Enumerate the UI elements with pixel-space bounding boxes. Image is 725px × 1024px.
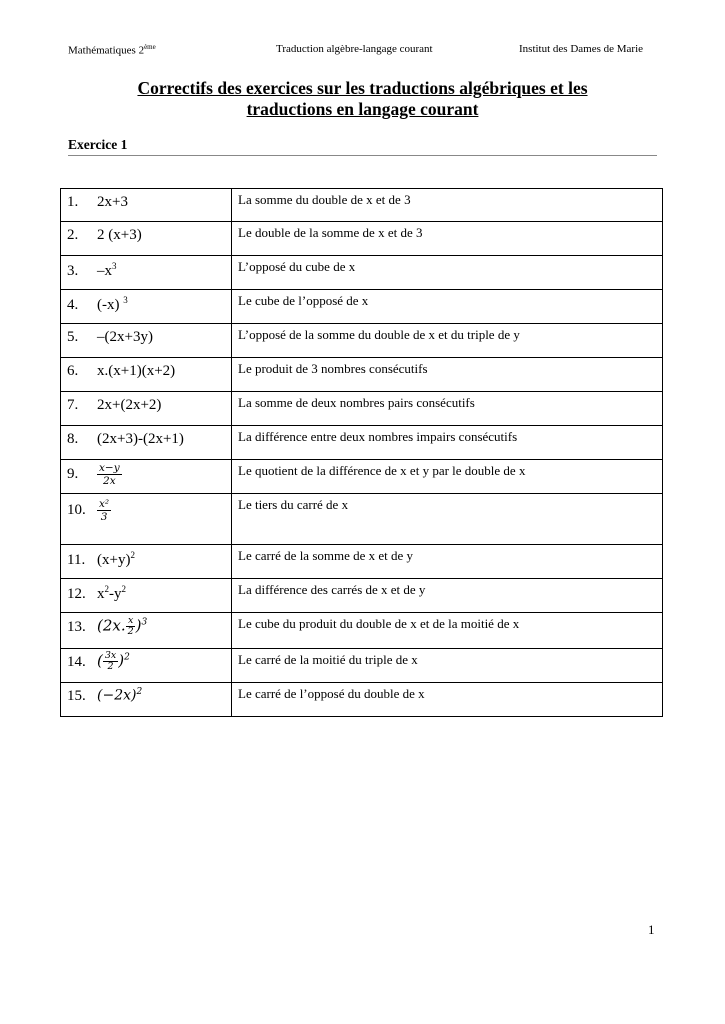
table-row <box>61 392 663 426</box>
page-title: Correctifs des exercices sur les traductions algébriques et les traductions en langage courant <box>137 78 588 119</box>
algebraic-expression: $(x+y)^2$ <box>97 550 135 568</box>
row-number: 12. <box>67 586 86 602</box>
verbal-translation: Le tiers du carré de x <box>232 494 663 545</box>
algebraic-expression: –(2x+3y) <box>97 329 153 345</box>
row-number: 3. <box>67 263 79 279</box>
verbal-translation: Le carré de la moitié du triple de x <box>232 649 663 683</box>
row-number: 8. <box>67 431 79 447</box>
verbal-translation: Le cube de l’opposé de x <box>232 290 663 324</box>
table-row <box>61 256 663 290</box>
algebraic-expression: $x^2-y^2$ <box>97 584 126 602</box>
header-subject: Mathématiques 2ème <box>68 43 156 57</box>
verbal-translation: La somme de deux nombres pairs consécutifs <box>232 392 663 426</box>
algebraic-expression: 2x+3 <box>97 194 128 210</box>
fraction: $\frac{x-y}{2x}$ <box>99 462 120 487</box>
verbal-translation: Le cube du produit du double de x et de la moitié de x <box>232 613 663 649</box>
translation-table <box>60 188 663 717</box>
row-number: 2. <box>67 227 79 243</box>
verbal-translation: Le double de la somme de x et de 3 <box>232 222 663 256</box>
table-row <box>61 683 663 717</box>
table-row <box>61 545 663 579</box>
verbal-translation: La différence entre deux nombres impairs consécutifs <box>232 426 663 460</box>
row-number: 13. <box>67 618 86 635</box>
verbal-translation: L’opposé de la somme du double de x et du triple de y <box>232 324 663 358</box>
row-number: 1. <box>67 194 79 210</box>
page-number: 1 <box>648 922 655 937</box>
verbal-translation: Le quotient de la différence de x et y par le double de x <box>232 460 663 494</box>
header-topic: Traduction algèbre-langage courant <box>276 43 433 55</box>
table-row <box>61 494 663 545</box>
verbal-translation: La somme du double de x et de 3 <box>232 189 663 222</box>
table-row <box>61 579 663 613</box>
row-number: 9. <box>67 465 79 482</box>
table-row <box>61 290 663 324</box>
table-row <box>61 324 663 358</box>
verbal-translation: La différence des carrés de x et de y <box>232 579 663 613</box>
exercise-heading: Exercice 1 <box>68 137 657 156</box>
row-number: 11. <box>67 552 86 568</box>
algebraic-expression: $(-2x)^2$ <box>97 687 143 704</box>
algebraic-expression: (2x+3)-(2x+1) <box>97 431 184 447</box>
algebraic-expression: x.(x+1)(x+2) <box>97 363 176 379</box>
table-row <box>61 222 663 256</box>
verbal-translation: Le produit de 3 nombres consécutifs <box>232 358 663 392</box>
row-number: 15. <box>67 687 86 704</box>
table-row <box>61 460 663 494</box>
algebraic-expression: (2x. $\frac{x}{2}$ )$^3$ <box>97 615 148 637</box>
row-number: 4. <box>67 297 79 313</box>
table-row <box>61 189 663 222</box>
row-number: 6. <box>67 363 79 379</box>
table-row <box>61 358 663 392</box>
header-school: Institut des Dames de Marie <box>519 43 644 55</box>
algebraic-expression: (-x) $^3$ <box>97 295 128 313</box>
verbal-translation: Le carré de la somme de x et de y <box>232 545 663 579</box>
row-number: 10. <box>67 501 86 518</box>
table-row <box>61 613 663 649</box>
row-number: 7. <box>67 397 79 413</box>
algebraic-expression: ( $\frac{3x}{2}$ )$^2$ <box>97 650 130 672</box>
verbal-translation: Le carré de l’opposé du double de x <box>232 683 663 717</box>
row-number: 5. <box>67 329 79 345</box>
algebraic-expression: $-x^3$ <box>97 261 117 279</box>
fraction: $\frac{\text{x²}}{3}$ <box>99 498 110 523</box>
algebraic-expression: 2 (x+3) <box>97 227 142 243</box>
table-row <box>61 426 663 460</box>
verbal-translation: L’opposé du cube de x <box>232 256 663 290</box>
algebraic-expression: 2x+(2x+2) <box>97 397 162 413</box>
table-row <box>61 649 663 683</box>
row-number: 14. <box>67 653 86 670</box>
